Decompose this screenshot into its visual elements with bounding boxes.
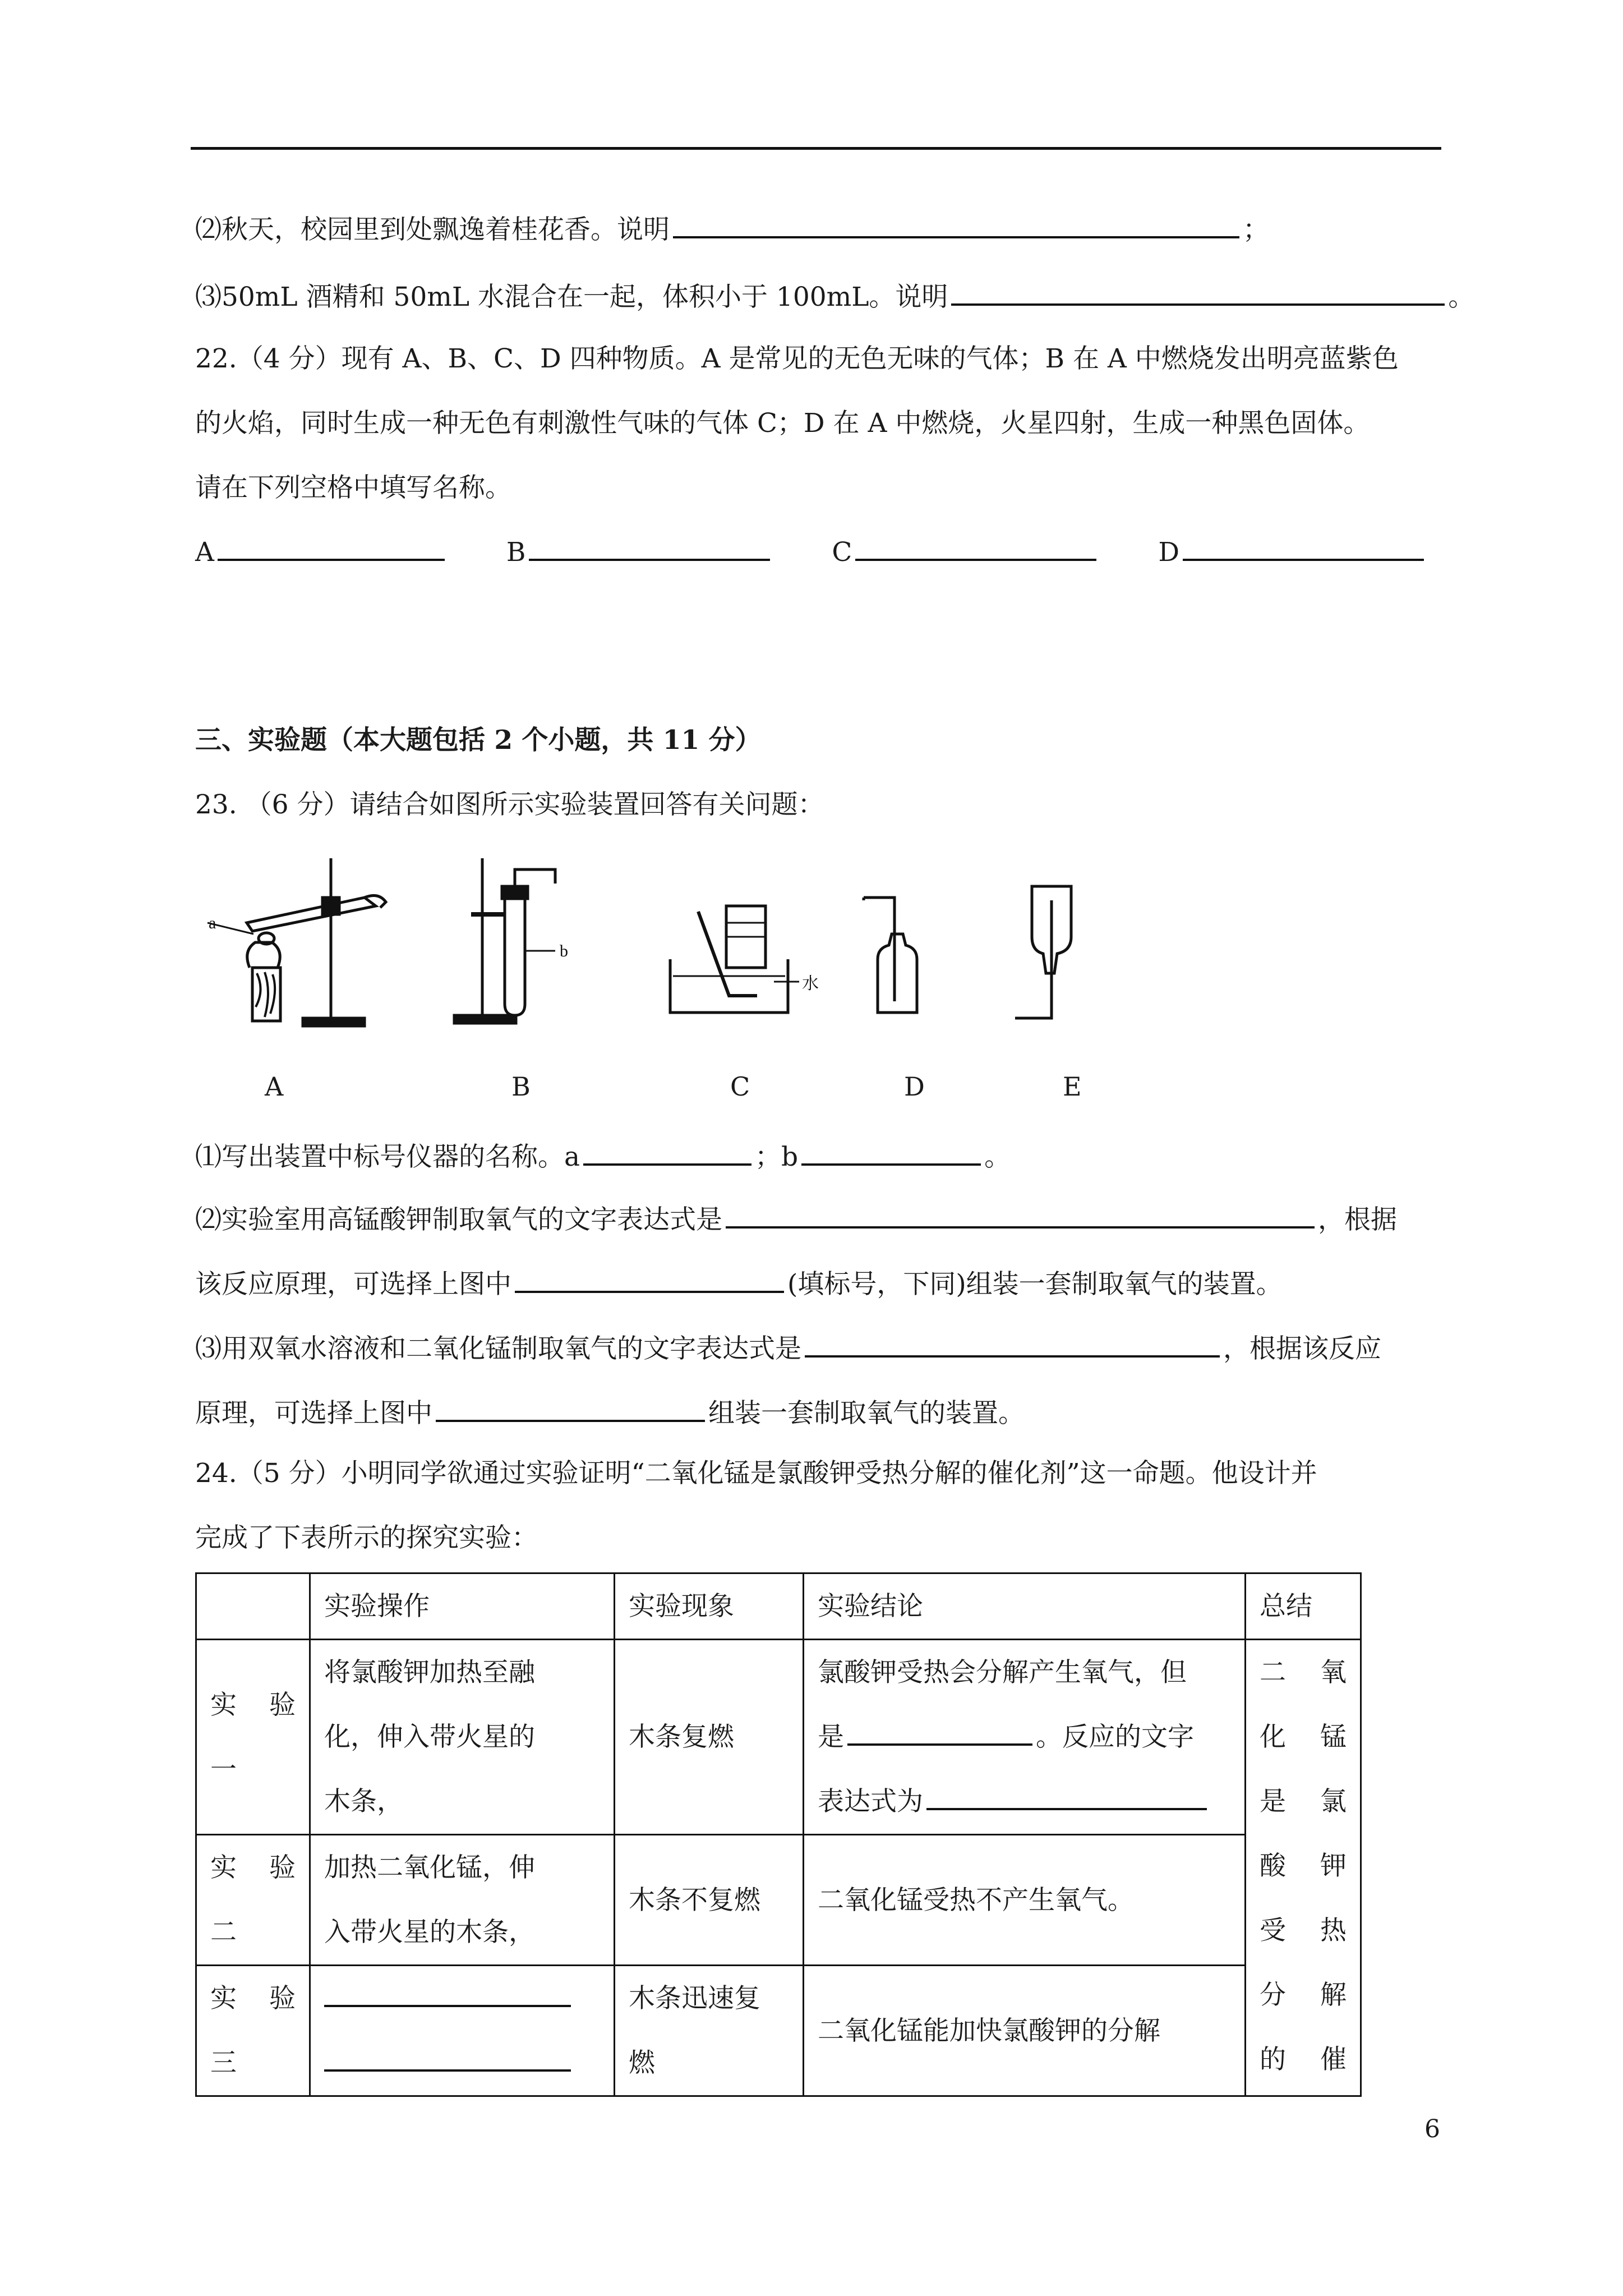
- q23-part3-line2: 原理，可选择上图中 组装一套制取氧气的装置。: [195, 1394, 1025, 1430]
- apparatus-label-d: D: [904, 1071, 925, 1102]
- apparatus-e: [1015, 886, 1071, 1018]
- apparatus-label-e: E: [1063, 1071, 1082, 1102]
- experiment-3-operation-blank-2[interactable]: [324, 2044, 571, 2072]
- apparatus-label-c: C: [730, 1071, 750, 1102]
- experiment-1-conclusion: 氯酸钾受热会分解产生氧气，但 是 。反应的文字 表达式为: [804, 1640, 1246, 1835]
- q22-blank-b[interactable]: [529, 533, 770, 561]
- q24-line1: 24.（5 分）小明同学欲通过实验证明“二氧化锰是氯酸钾受热分解的催化剂”这一命题。他设计并: [195, 1458, 1317, 1489]
- q23-part3-line1: ⑶用双氧水溶液和二氧化锰制取氧气的文字表达式是 ，根据该反应: [195, 1329, 1381, 1366]
- q22-line3: 请在下列空格中填写名称。: [195, 472, 511, 503]
- experiment-2-phenomenon: 木条不复燃: [615, 1835, 804, 1966]
- q23-blank-kmno4-equation[interactable]: [726, 1200, 1315, 1228]
- q22-blank-a[interactable]: [218, 533, 445, 561]
- apparatus-d: [864, 898, 917, 1013]
- q22-blanks: A B C D: [195, 533, 1427, 569]
- header-rule: [191, 147, 1441, 150]
- experiment-1-equation-blank[interactable]: [926, 1782, 1207, 1810]
- apparatus-b: [454, 858, 555, 1023]
- q23-part2-line2: 该反应原理，可选择上图中 (填标号，下同)组装一套制取氧气的装置。: [195, 1265, 1283, 1301]
- apparatus-a: [208, 858, 386, 1026]
- q21-item2-blank[interactable]: [673, 210, 1239, 238]
- apparatus-c: [670, 906, 799, 1013]
- experiment-2-operation: 加热二氧化锰，伸 入带火星的木条，: [310, 1835, 615, 1966]
- experiment-1-phenomenon: 木条复燃: [615, 1640, 804, 1835]
- apparatus-figure: [191, 844, 1144, 1046]
- q21-item3-blank[interactable]: [951, 278, 1445, 306]
- header-cell-summary: 总结: [1246, 1573, 1361, 1640]
- header-cell-phenomenon: 实验现象: [615, 1573, 804, 1640]
- page-number: 6: [1424, 2115, 1440, 2143]
- experiment-table: [195, 1572, 1362, 2097]
- apparatus-label-a: A: [265, 1071, 284, 1102]
- label-water-callout: 水: [802, 974, 819, 993]
- experiment-3-operation: [310, 1966, 615, 2096]
- q23-stem: 23. （6 分）请结合如图所示实验装置回答有关问题：: [195, 789, 824, 820]
- experiment-3-phenomenon: 木条迅速复 燃: [615, 1966, 804, 2096]
- q23-blank-b[interactable]: [801, 1138, 981, 1166]
- q23-blank-kmno4-apparatus[interactable]: [515, 1265, 784, 1293]
- label-b-callout: b: [560, 942, 568, 960]
- q23-part1: ⑴写出装置中标号仪器的名称。a ；b 。: [195, 1138, 1011, 1174]
- table-header-row: [196, 1573, 1361, 1640]
- header-cell-operation: 实验操作: [310, 1573, 615, 1640]
- header-cell-conclusion: 实验结论: [804, 1573, 1246, 1640]
- experiment-3-name: 实 验 三: [196, 1966, 310, 2096]
- q23-part2-line1: ⑵实验室用高锰酸钾制取氧气的文字表达式是 ，根据: [195, 1200, 1397, 1237]
- q22-line1: 22.（4 分）现有 A、B、C、D 四种物质。A 是常见的无色无味的气体；B 在 A 中燃烧发出明亮蓝紫色: [195, 343, 1399, 374]
- table-row-experiment-1: [196, 1640, 1361, 1835]
- header-cell-empty: [196, 1573, 310, 1640]
- q23-blank-h2o2-equation[interactable]: [805, 1329, 1220, 1358]
- experiment-1-operation: 将氯酸钾加热至融 化，伸入带火星的 木条，: [310, 1640, 615, 1835]
- q21-item2: ⑵秋天，校园里到处飘逸着桂花香。说明 ；: [195, 210, 1269, 247]
- q22-blank-c[interactable]: [855, 533, 1096, 561]
- label-a-callout: a: [209, 914, 216, 932]
- experiment-2-name: 实 验 二: [196, 1835, 310, 1966]
- experiment-1-name: 实 验 一: [196, 1640, 310, 1835]
- q23-blank-a[interactable]: [583, 1138, 751, 1166]
- q23-blank-h2o2-apparatus[interactable]: [436, 1394, 705, 1422]
- q22-blank-d[interactable]: [1183, 533, 1424, 561]
- experiment-1-reason-blank[interactable]: [847, 1718, 1032, 1746]
- apparatus-label-b: B: [511, 1071, 531, 1102]
- experiment-3-conclusion: 二氧化锰能加快氯酸钾的分解: [804, 1966, 1246, 2096]
- experiment-2-conclusion: 二氧化锰受热不产生氧气。: [804, 1835, 1246, 1966]
- section3-title: 三、实验题（本大题包括 2 个小题，共 11 分）: [195, 725, 762, 756]
- table-row-experiment-2: [196, 1835, 1361, 1966]
- q24-line2: 完成了下表所示的探究实验：: [195, 1522, 538, 1553]
- q22-line2: 的火焰，同时生成一种无色有刺激性气味的气体 C；D 在 A 中燃烧，火星四射，生成一种黑色固体。: [195, 408, 1370, 439]
- experiment-3-operation-blank-1[interactable]: [324, 1979, 571, 2007]
- summary-cell: 二 氧 化 锰 是 氯 酸 钾 受 热 分 解 的 催: [1246, 1640, 1361, 2096]
- q21-item3: ⑶50mL 酒精和 50mL 水混合在一起，体积小于 100mL。说明 。: [195, 278, 1474, 314]
- table-row-experiment-3: [196, 1966, 1361, 2096]
